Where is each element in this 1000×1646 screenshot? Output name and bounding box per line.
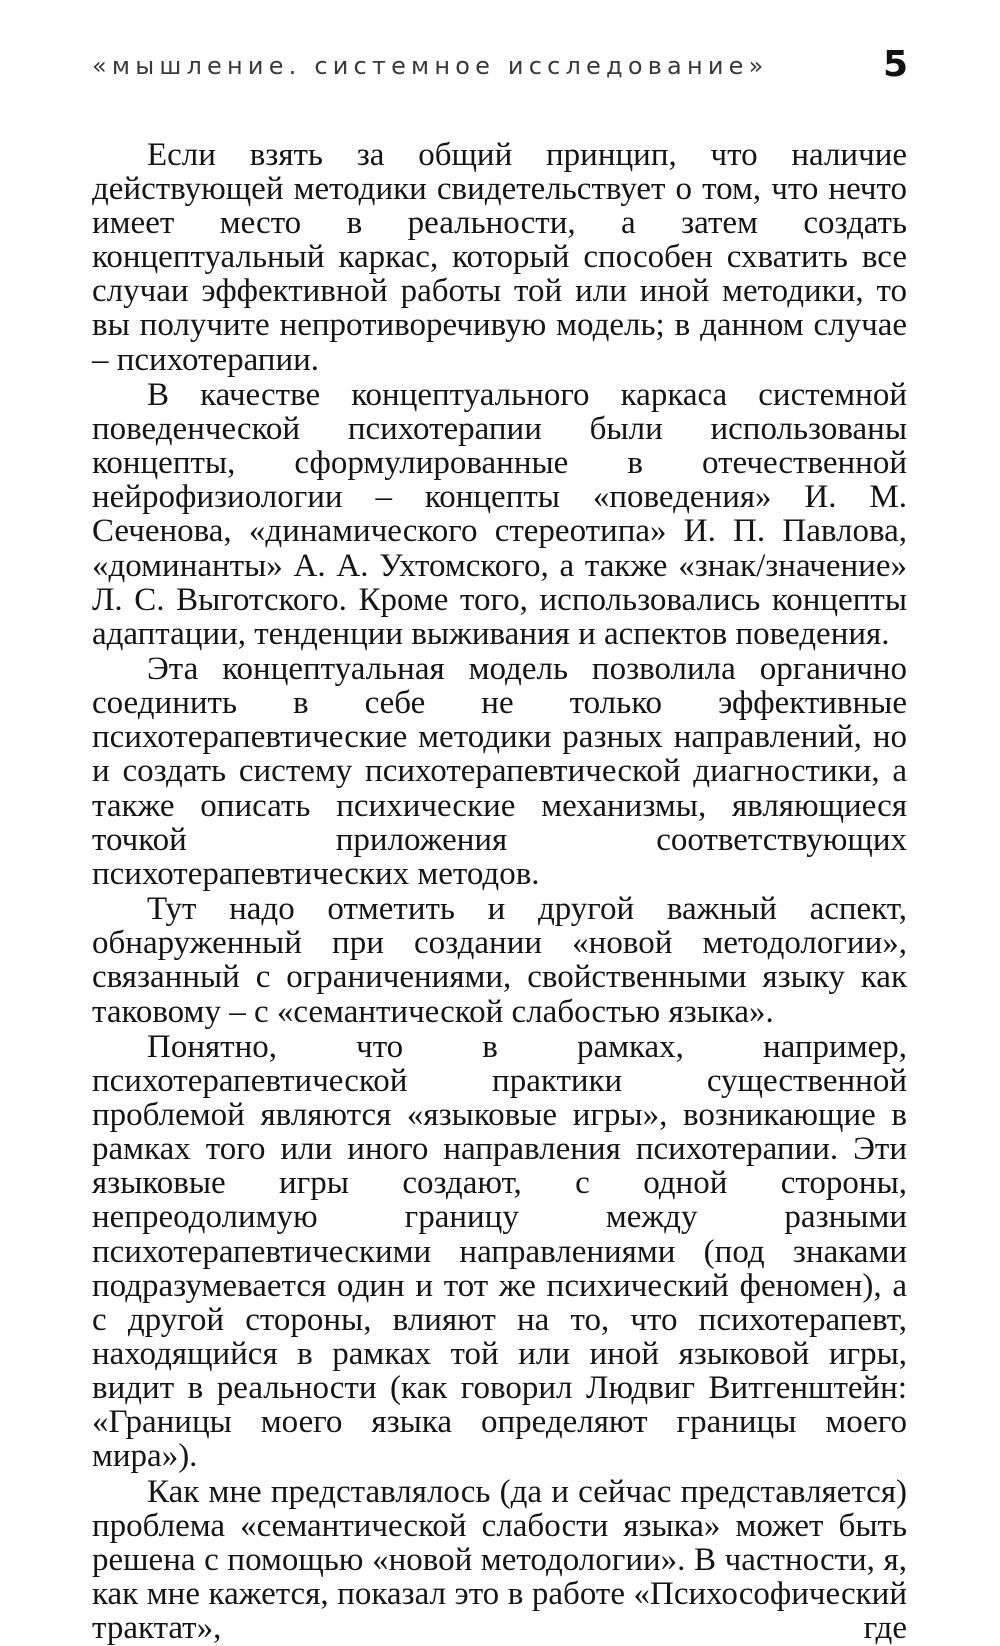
paragraph: В качестве концептуального каркаса системной поведенческой психотерапии были использованы концепты, сформулированные в отечественной нейрофизиологии – концепты «поведения» И. М. Сеченова, «динамического стереотипа» И. П. Павлова, «доминанты» А. А. Ухтомского, а также «знак/значение» Л. С. Выготского. Кроме того, использовались концепты адаптации, тенденции выживания и аспектов поведения. <box>92 377 907 652</box>
page-number: 5 <box>882 44 908 85</box>
paragraph: Понятно, что в рамках, например, психотерапевтической практики существенной проблемой являются «языковые игры», возникающие в рамках того или иного направления психотерапии. Эти языковые игры создают, с одной стороны, непреодолимую границу между разными психотерапевтическими направлениями (под знаками подразумевается один и тот же психический феномен), а с другой стороны, влияют на то, что психотерапевт, находящийся в рамках той или иной языковой игры, видит в реальности (как говорил Людвиг Витгенштейн: «Границы моего языка определяют границы моего мира»). <box>92 1029 907 1475</box>
running-head: «мышление. системное исследование» <box>92 52 769 80</box>
paragraph: Эта концептуальная модель позволила органично соединить в себе не только эффективные психотерапевтические методики разных направлений, но и создать систему психотерапевтической диагностики, а также описать психические механизмы, являющиеся точкой приложения соответствующих психотерапевтических методов. <box>92 651 907 892</box>
paragraph: Тут надо отметить и другой важный аспект, обнаруженный при создании «новой методологии», связанный с ограничениями, свойственными языку как таковому – с «семантической слабостью языка». <box>92 891 907 1030</box>
paragraph: Если взять за общий принцип, что наличие действующей методики свидетельствует о том, что нечто имеет место в реальности, а затем создать концептуальный каркас, который способен схватить все случаи эффективной работы той или иной методики, то вы получите непротиворечивую модель; в данном случае – психотерапии. <box>92 137 907 378</box>
body-text <box>92 138 907 1645</box>
paragraph: Как мне представлялось (да и сейчас представляется) проблема «семантической слабости языка» может быть решена с помощью «новой методологии». В частности, я, как мне кажется, показал это в работе «Психософический трактат», где <box>92 1473 907 1646</box>
